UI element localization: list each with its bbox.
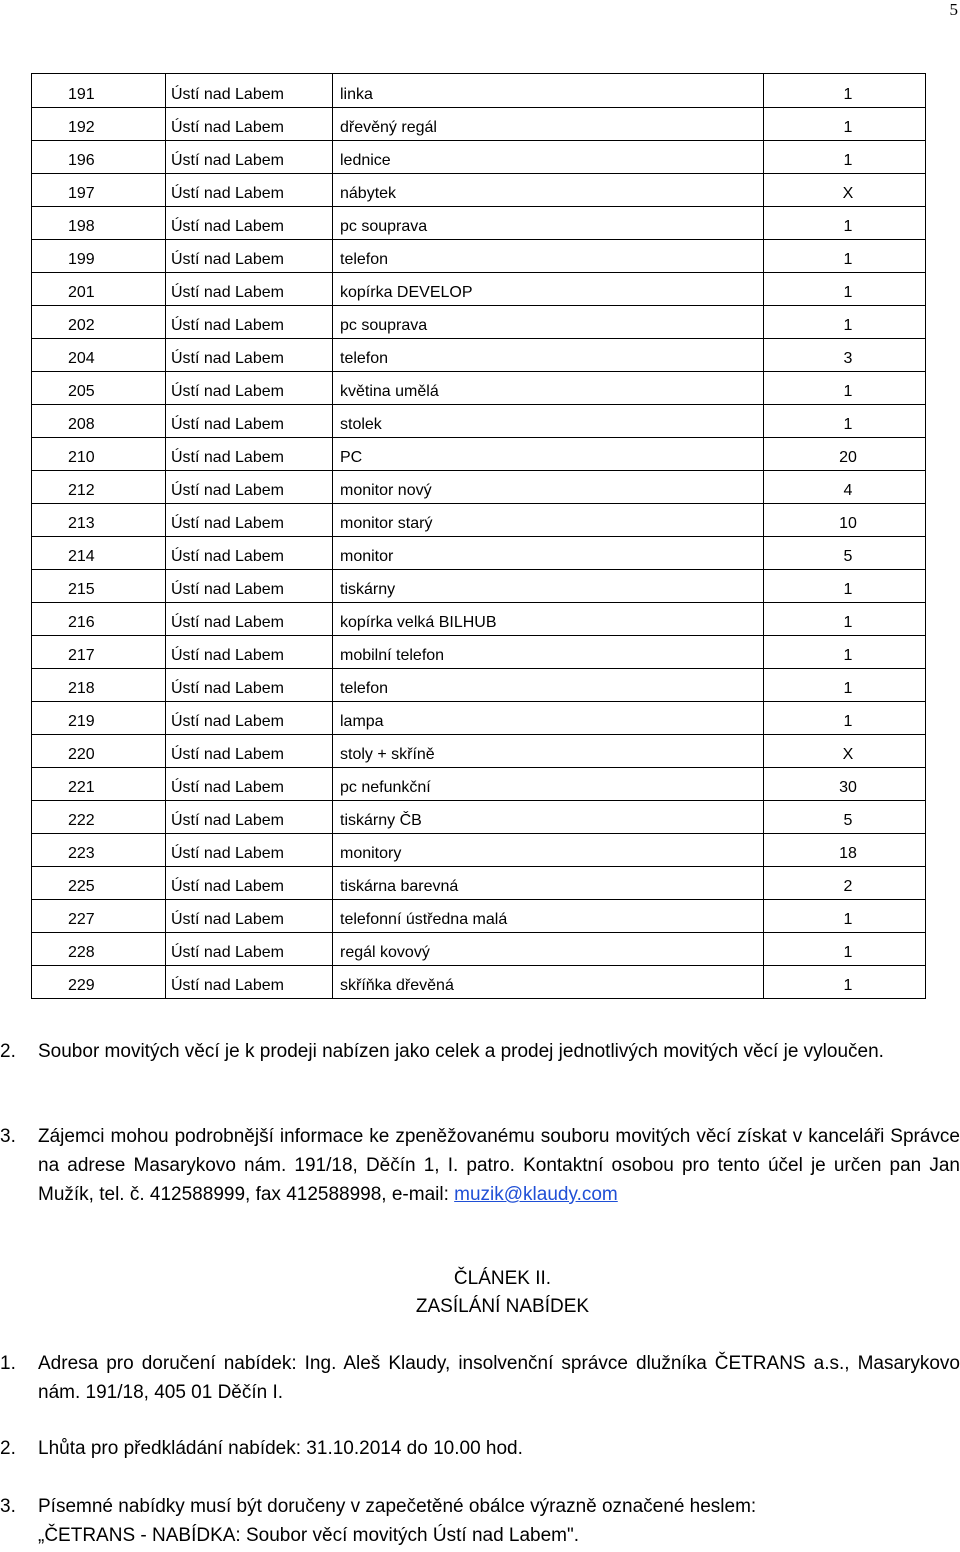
table-row — [32, 966, 926, 999]
item-name-cell — [333, 240, 764, 273]
paragraph-text: Adresa pro doručení nabídek: Ing. Aleš Klaudy, insolvenční správce dlužníka ČETRANS a.s., Masarykovo nám. 191/18, 405 01 Děčín I. — [38, 1353, 960, 1403]
city-cell-text: Ústí nad Labem — [171, 845, 284, 862]
item-number — [32, 636, 166, 669]
item-number-text: 197 — [68, 185, 95, 202]
city-cell — [166, 471, 333, 504]
quantity-cell-text: 1 — [843, 218, 853, 235]
item-name-cell — [333, 504, 764, 537]
quantity-cell — [764, 570, 926, 603]
city-cell — [166, 240, 333, 273]
city-cell — [166, 273, 333, 306]
item-number-text: 222 — [68, 812, 95, 829]
quantity-cell-text: 1 — [843, 977, 853, 994]
quantity-cell — [764, 504, 926, 537]
item-name-cell-text: skříňka dřevěná — [340, 977, 454, 994]
city-cell-text: Ústí nad Labem — [171, 86, 284, 103]
table-row — [32, 174, 926, 207]
city-cell — [166, 372, 333, 405]
table-row — [32, 471, 926, 504]
item-number-text: 223 — [68, 845, 95, 862]
quantity-cell-text: 1 — [843, 119, 853, 136]
table-row — [32, 636, 926, 669]
quantity-cell-text: 30 — [839, 779, 857, 796]
item-number — [32, 570, 166, 603]
item-name-cell-text: tiskárny ČB — [340, 812, 422, 829]
quantity-cell-text: 2 — [843, 878, 853, 895]
quantity-cell — [764, 834, 926, 867]
city-cell — [166, 570, 333, 603]
quantity-cell — [764, 306, 926, 339]
item-name-cell — [333, 405, 764, 438]
item-number — [32, 108, 166, 141]
table-row — [32, 372, 926, 405]
paragraph-number: 3. — [0, 1496, 16, 1517]
table-row — [32, 141, 926, 174]
item-number-text: 216 — [68, 614, 95, 631]
table-row — [32, 669, 926, 702]
item-number-text: 208 — [68, 416, 95, 433]
item-number — [32, 702, 166, 735]
item-number-text: 212 — [68, 482, 95, 499]
city-cell — [166, 735, 333, 768]
paragraph-text — [38, 1122, 960, 1209]
paragraph-number: 2. — [0, 1041, 16, 1062]
city-cell — [166, 339, 333, 372]
item-name-cell — [333, 900, 764, 933]
quantity-cell — [764, 240, 926, 273]
item-number-text: 219 — [68, 713, 95, 730]
paragraph-text: Soubor movitých věcí je k prodeji nabízen jako celek a prodej jednotlivých movitých věcí je vyloučen. — [38, 1041, 884, 1062]
item-number — [32, 74, 166, 108]
city-cell-text: Ústí nad Labem — [171, 482, 284, 499]
table-row — [32, 900, 926, 933]
quantity-cell-text: 1 — [843, 152, 853, 169]
item-number-text: 217 — [68, 647, 95, 664]
quantity-cell-text: X — [842, 185, 854, 202]
item-number-text: 220 — [68, 746, 95, 763]
item-name-cell-text: PC — [340, 449, 363, 466]
city-cell-text: Ústí nad Labem — [171, 581, 284, 598]
item-name-cell — [333, 702, 764, 735]
item-name-cell — [333, 933, 764, 966]
item-name-cell — [333, 768, 764, 801]
city-cell-text: Ústí nad Labem — [171, 779, 284, 796]
city-cell-text: Ústí nad Labem — [171, 185, 284, 202]
item-number — [32, 900, 166, 933]
contact-text: Zájemci mohou podrobnější informace ke zpeněžovanému souboru movitých věcí získat v kanceláři Správce na adrese Masarykovo nám. 191/18, Děčín 1, I. patro. Kontaktní osobou pro tento účel je určen pan Jan Mužík, tel. č. 412588999, fax 412588998, e-mail: — [38, 1126, 960, 1205]
item-number-text: 228 — [68, 944, 95, 961]
item-number — [32, 603, 166, 636]
item-name-cell-text: telefon — [340, 350, 389, 367]
item-name-cell-text: pc souprava — [340, 317, 428, 334]
quantity-cell-text: 1 — [843, 284, 853, 301]
paragraph-text: Lhůta pro předkládání nabídek: 31.10.2014 do 10.00 hod. — [38, 1438, 523, 1459]
city-cell — [166, 438, 333, 471]
item-name-cell-text: telefonní ústředna malá — [340, 911, 508, 928]
item-number — [32, 801, 166, 834]
page-number: 5 — [949, 0, 958, 19]
table-row — [32, 570, 926, 603]
city-cell — [166, 702, 333, 735]
city-cell — [166, 504, 333, 537]
article2-paragraph-1 — [0, 1349, 960, 1409]
quantity-cell-text: 1 — [843, 647, 853, 664]
city-cell — [166, 108, 333, 141]
item-number — [32, 504, 166, 537]
quantity-cell-text: 1 — [843, 614, 853, 631]
city-cell-text: Ústí nad Labem — [171, 878, 284, 895]
item-name-cell-text: mobilní telefon — [340, 647, 445, 664]
city-cell — [166, 669, 333, 702]
city-cell — [166, 74, 333, 108]
item-name-cell-text: regál kovový — [340, 944, 430, 961]
city-cell-text: Ústí nad Labem — [171, 152, 284, 169]
article-subtitle: ZASÍLÁNÍ NABÍDEK — [415, 1296, 590, 1317]
paragraph-line: Písemné nabídky musí být doručeny v zapečetěné obálce výrazně označené heslem: — [38, 1496, 757, 1517]
item-name-cell — [333, 273, 764, 306]
table-row — [32, 702, 926, 735]
article2-paragraph-3 — [0, 1492, 960, 1552]
item-number-text: 210 — [68, 449, 95, 466]
table-row — [32, 504, 926, 537]
item-number — [32, 867, 166, 900]
quantity-cell — [764, 669, 926, 702]
city-cell-text: Ústí nad Labem — [171, 284, 284, 301]
table-row — [32, 867, 926, 900]
quantity-cell — [764, 636, 926, 669]
city-cell-text: Ústí nad Labem — [171, 713, 284, 730]
table-row — [32, 603, 926, 636]
quantity-cell — [764, 966, 926, 999]
quantity-cell — [764, 108, 926, 141]
item-name-cell — [333, 603, 764, 636]
item-name-cell — [333, 141, 764, 174]
quantity-cell — [764, 174, 926, 207]
item-name-cell — [333, 438, 764, 471]
quantity-cell — [764, 537, 926, 570]
item-name-cell-text: linka — [340, 86, 373, 103]
city-cell-text: Ústí nad Labem — [171, 548, 284, 565]
quantity-cell-text: 5 — [843, 548, 853, 565]
quantity-cell — [764, 372, 926, 405]
table-row — [32, 801, 926, 834]
quantity-cell-text: 1 — [843, 251, 853, 268]
item-number-text: 218 — [68, 680, 95, 697]
item-number — [32, 768, 166, 801]
item-number — [32, 669, 166, 702]
table-row — [32, 273, 926, 306]
city-cell — [166, 867, 333, 900]
password-line: „ČETRANS - NABÍDKA: Soubor věcí movitých Ústí nad Labem". — [38, 1525, 580, 1546]
city-cell-text: Ústí nad Labem — [171, 416, 284, 433]
item-number-text: 215 — [68, 581, 95, 598]
item-number — [32, 735, 166, 768]
item-number — [32, 933, 166, 966]
item-name-cell-text: kopírka velká BILHUB — [340, 614, 497, 631]
city-cell — [166, 537, 333, 570]
quantity-cell-text: 20 — [839, 449, 857, 466]
item-number-text: 221 — [68, 779, 95, 796]
quantity-cell-text: 1 — [843, 416, 853, 433]
email-link[interactable]: muzik@klaudy.com — [454, 1184, 618, 1205]
item-number-text: 192 — [68, 119, 95, 136]
inventory-table-body — [32, 74, 926, 999]
item-name-cell — [333, 636, 764, 669]
city-cell — [166, 141, 333, 174]
city-cell-text: Ústí nad Labem — [171, 680, 284, 697]
item-number-text: 229 — [68, 977, 95, 994]
item-name-cell — [333, 207, 764, 240]
item-name-cell — [333, 306, 764, 339]
table-row — [32, 438, 926, 471]
item-name-cell-text: dřevěný regál — [340, 119, 437, 136]
item-name-cell — [333, 669, 764, 702]
item-name-cell-text: stoly + skříně — [340, 746, 435, 763]
city-cell — [166, 768, 333, 801]
city-cell — [166, 834, 333, 867]
quantity-cell-text: X — [842, 746, 854, 763]
item-name-cell — [333, 867, 764, 900]
quantity-cell — [764, 438, 926, 471]
table-row — [32, 108, 926, 141]
item-number-text: 196 — [68, 152, 95, 169]
city-cell-text: Ústí nad Labem — [171, 218, 284, 235]
item-name-cell-text: monitor nový — [340, 482, 432, 499]
city-cell — [166, 405, 333, 438]
item-number-text: 205 — [68, 383, 95, 400]
item-number-text: 227 — [68, 911, 95, 928]
city-cell — [166, 966, 333, 999]
quantity-cell — [764, 141, 926, 174]
table-row — [32, 306, 926, 339]
quantity-cell-text: 10 — [839, 515, 857, 532]
quantity-cell — [764, 933, 926, 966]
quantity-cell-text: 1 — [843, 317, 853, 334]
item-name-cell-text: monitory — [340, 845, 402, 862]
item-name-cell — [333, 174, 764, 207]
article2-paragraph-2 — [0, 1434, 960, 1464]
item-number — [32, 471, 166, 504]
quantity-cell-text: 1 — [843, 911, 853, 928]
quantity-cell — [764, 603, 926, 636]
quantity-cell — [764, 339, 926, 372]
quantity-cell-text: 1 — [843, 944, 853, 961]
quantity-cell-text: 1 — [843, 383, 853, 400]
city-cell — [166, 900, 333, 933]
paragraph-text — [38, 1492, 960, 1550]
item-number — [32, 207, 166, 240]
item-name-cell — [333, 537, 764, 570]
city-cell-text: Ústí nad Labem — [171, 977, 284, 994]
quantity-cell-text: 1 — [843, 86, 853, 103]
item-number-text: 225 — [68, 878, 95, 895]
item-number — [32, 141, 166, 174]
city-cell-text: Ústí nad Labem — [171, 251, 284, 268]
article1-paragraph-3 — [0, 1122, 960, 1212]
item-number — [32, 174, 166, 207]
item-name-cell-text: tiskárny — [340, 581, 396, 598]
city-cell — [166, 603, 333, 636]
item-name-cell — [333, 372, 764, 405]
city-cell-text: Ústí nad Labem — [171, 119, 284, 136]
city-cell-text: Ústí nad Labem — [171, 746, 284, 763]
item-name-cell-text: telefon — [340, 251, 389, 268]
item-name-cell-text: telefon — [340, 680, 389, 697]
table-row — [32, 768, 926, 801]
item-name-cell-text: monitor — [340, 548, 394, 565]
item-name-cell-text: pc souprava — [340, 218, 428, 235]
item-name-cell-text: nábytek — [340, 185, 397, 202]
quantity-cell-text: 4 — [843, 482, 853, 499]
city-cell-text: Ústí nad Labem — [171, 911, 284, 928]
city-cell — [166, 174, 333, 207]
table-row — [32, 74, 926, 108]
item-name-cell-text: lednice — [340, 152, 391, 169]
item-number — [32, 273, 166, 306]
city-cell-text: Ústí nad Labem — [171, 317, 284, 334]
item-number-text: 201 — [68, 284, 95, 301]
item-name-cell — [333, 570, 764, 603]
city-cell — [166, 636, 333, 669]
item-number-text: 198 — [68, 218, 95, 235]
paragraph-number: 2. — [0, 1438, 16, 1459]
quantity-cell — [764, 273, 926, 306]
city-cell-text: Ústí nad Labem — [171, 350, 284, 367]
item-number — [32, 405, 166, 438]
item-name-cell — [333, 339, 764, 372]
article1-paragraph-2 — [0, 1037, 960, 1097]
table-row — [32, 834, 926, 867]
item-number-text: 202 — [68, 317, 95, 334]
item-name-cell — [333, 966, 764, 999]
city-cell-text: Ústí nad Labem — [171, 944, 284, 961]
item-name-cell-text: lampa — [340, 713, 384, 730]
quantity-cell — [764, 207, 926, 240]
city-cell-text: Ústí nad Labem — [171, 812, 284, 829]
quantity-cell — [764, 900, 926, 933]
item-name-cell — [333, 74, 764, 108]
item-number-text: 204 — [68, 350, 95, 367]
item-name-cell-text: kopírka DEVELOP — [340, 284, 473, 301]
quantity-cell — [764, 867, 926, 900]
paragraph-number: 3. — [0, 1126, 16, 1147]
quantity-cell-text: 1 — [843, 581, 853, 598]
quantity-cell — [764, 471, 926, 504]
item-number-text: 213 — [68, 515, 95, 532]
table-row — [32, 339, 926, 372]
item-name-cell-text: květina umělá — [340, 383, 439, 400]
city-cell-text: Ústí nad Labem — [171, 449, 284, 466]
quantity-cell — [764, 702, 926, 735]
quantity-cell — [764, 801, 926, 834]
inventory-table — [31, 73, 926, 999]
quantity-cell-text: 3 — [843, 350, 853, 367]
item-name-cell-text: tiskárna barevná — [340, 878, 459, 895]
item-name-cell-text: stolek — [340, 416, 382, 433]
table-row — [32, 933, 926, 966]
item-number — [32, 306, 166, 339]
city-cell-text: Ústí nad Labem — [171, 647, 284, 664]
quantity-cell-text: 1 — [843, 713, 853, 730]
quantity-cell — [764, 768, 926, 801]
item-name-cell — [333, 735, 764, 768]
item-name-cell — [333, 471, 764, 504]
city-cell — [166, 801, 333, 834]
city-cell-text: Ústí nad Labem — [171, 515, 284, 532]
quantity-cell — [764, 405, 926, 438]
city-cell — [166, 207, 333, 240]
item-number — [32, 438, 166, 471]
table-row — [32, 537, 926, 570]
table-row — [32, 207, 926, 240]
quantity-cell-text: 1 — [843, 680, 853, 697]
item-number — [32, 834, 166, 867]
city-cell — [166, 933, 333, 966]
city-cell-text: Ústí nad Labem — [171, 383, 284, 400]
item-name-cell-text: monitor starý — [340, 515, 433, 532]
item-number — [32, 240, 166, 273]
item-name-cell — [333, 108, 764, 141]
item-name-cell — [333, 834, 764, 867]
item-number — [32, 537, 166, 570]
paragraph-number: 1. — [0, 1353, 16, 1374]
item-number — [32, 339, 166, 372]
table-row — [32, 240, 926, 273]
item-number-text: 214 — [68, 548, 95, 565]
quantity-cell-text: 18 — [839, 845, 857, 862]
item-name-cell — [333, 801, 764, 834]
city-cell — [166, 306, 333, 339]
item-number-text: 191 — [68, 86, 95, 103]
quantity-cell — [764, 735, 926, 768]
item-name-cell-text: pc nefunkční — [340, 779, 431, 796]
city-cell-text: Ústí nad Labem — [171, 614, 284, 631]
quantity-cell — [764, 74, 926, 108]
quantity-cell-text: 5 — [843, 812, 853, 829]
table-row — [32, 735, 926, 768]
item-number — [32, 966, 166, 999]
table-row — [32, 405, 926, 438]
article-title: ČLÁNEK II. — [453, 1268, 552, 1289]
item-number-text: 199 — [68, 251, 95, 268]
item-number — [32, 372, 166, 405]
